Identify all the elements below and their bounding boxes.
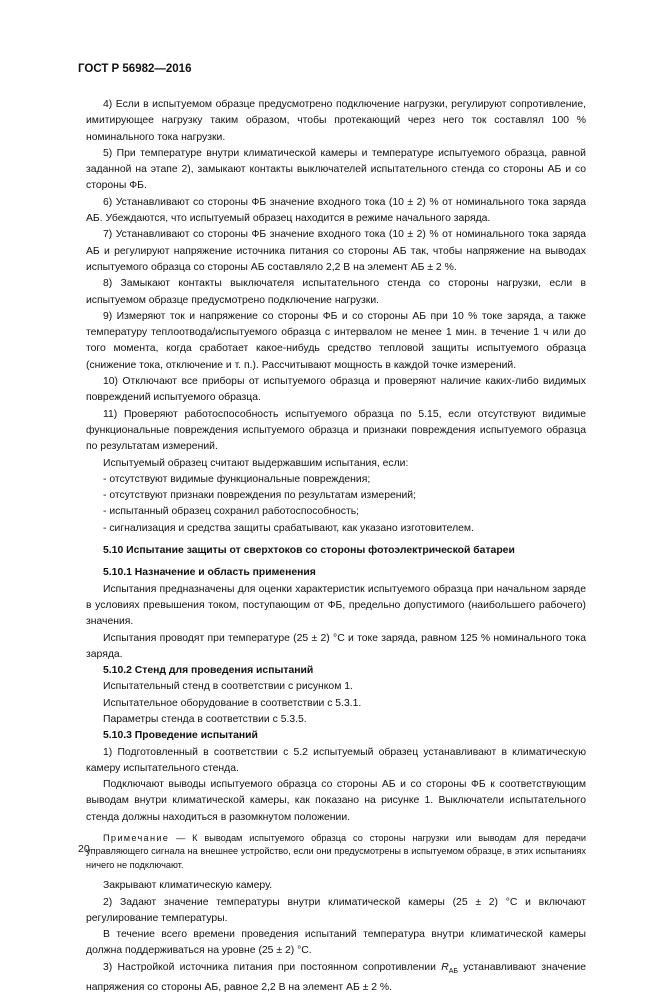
procedure-step-1: 1) Подготовленный в соответствии с 5.2 испытуемый образец устанавливают в климатическую камеру испытательного стенда. [86, 746, 586, 774]
criteria-item: - отсутствуют видимые функциональные повреждения; [103, 473, 371, 485]
temperature-maintenance-paragraph: В течение всего времени проведения испытаний температура внутри климатической камеры должна поддерживаться на уровне (25 ± 2) °С. [86, 929, 586, 957]
note-text: — К выводам испытуемого образца со стороны нагрузки или выводам для передачи управляющего сигнала на внешнее устройство, если они предусмотрены в испытуемом образце, в этих испытаниях ничего не подключают. [86, 833, 586, 870]
document-header: ГОСТ Р 56982—2016 [78, 63, 192, 75]
equipment-paragraph: Испытательное оборудование в соответствии с 5.3.1. [103, 697, 362, 709]
step-4-paragraph: 4) Если в испытуемом образце предусмотрено подключение нагрузки, регулируют сопротивление, имитирующее нагрузку таким образом, чтобы протекающий через него ток составлял 100 % номинального тока нагрузки. [86, 99, 586, 143]
conditions-paragraph: Испытания проводят при температуре (25 ± 2) °С и токе заряда, равном 125 % номинального тока заряда. [86, 632, 586, 660]
step-8-paragraph: 8) Замыкают контакты выключателя испытательного стенда со стороны нагрузки, если в испытуемом образце предусмотрено подключение нагрузки. [86, 278, 586, 306]
step-5-paragraph: 5) При температуре внутри климатической камеры и температуре испытуемого образца, равной заданной на этапе 2), замыкают контакты выключателей испытательного стенда со стороны АБ и со стороны ФБ. [86, 147, 586, 192]
step-3-text-end: устанавливают значение напряжения со стороны АБ, равное 2,2 В на элемент АБ ± 2 %. [86, 961, 586, 994]
step-9-paragraph: 9) Измеряют ток и напряжение со стороны ФБ и со стороны АБ при 10 % токе заряда, а также температуру теплоотвода/испытуемого образца с интервалом не менее 1 мин. в течение 1 ч или до того момента, когда сработает какое-нибудь средство тепловой защиты испытуемого образца (снижение тока, отключение и т. п.). Рассчитывают мощность в каждой точке измерений. [86, 310, 586, 371]
criteria-item: - отсутствуют признаки повреждения по результатам измерений; [103, 490, 416, 502]
step-6-paragraph: 6) Устанавливают со стороны ФБ значение входного тока (10 ± 2) % от номинального тока заряда АБ. Убеждаются, что испытуемый образец находится в режиме начального заряда. [86, 196, 586, 225]
section-5-10-title: 5.10 Испытание защиты от сверхтоков со стороны фотоэлектрической батареи [103, 545, 515, 557]
subsection-5-10-3-title: 5.10.3 Проведение испытаний [103, 730, 258, 742]
procedure-step-3 [86, 960, 586, 996]
subsection-5-10-1-title: 5.10.1 Назначение и область применения [103, 567, 316, 579]
resistance-subscript: АБ [448, 967, 458, 975]
subsection-5-10-2-title: 5.10.2 Стенд для проведения испытаний [103, 665, 314, 677]
step-3-text-start: 3) Настройкой источника питания при постоянном сопротивлении [103, 961, 442, 973]
step-11-paragraph: 11) Проверяют работоспособность испытуемого образца по 5.15, если отсутствуют видимые функциональные повреждения испытуемого образца и признаки повреждения испытуемого образца по результатам измерений. [86, 408, 586, 453]
criteria-item: - сигнализация и средства защиты срабатывают, как указано изготовителем. [103, 522, 474, 534]
note-paragraph [86, 832, 586, 872]
purpose-paragraph: Испытания предназначены для оценки характеристик испытуемого образца при начальном заряде в условиях превышения током, поступающим от ФБ, предельно допустимого (наибольшего рабочего) значения. [86, 583, 586, 628]
pass-criteria-intro: Испытуемый образец считают выдержавшим испытания, если: [103, 457, 409, 469]
parameters-paragraph: Параметры стенда в соответствии с 5.3.5. [103, 713, 307, 725]
procedure-step-2: 2) Задают значение температуры внутри климатической камеры (25 ± 2) °С и включают регулирование температуры. [86, 896, 586, 924]
step-10-paragraph: 10) Отключают все приборы от испытуемого образца и проверяют наличие каких-либо видимых повреждений испытуемого образца. [86, 376, 586, 404]
note-label: Примечание [103, 833, 170, 844]
connect-terminals-paragraph: Подключают выводы испытуемого образца со стороны АБ и со стороны ФБ к соответствующим выводам внутри климатической камеры, как показано на рисунке 1. Выключатели испытательного стенда должны находиться в разомкнутом положении. [86, 779, 586, 823]
page-number: 20 [78, 843, 90, 855]
stand-paragraph: Испытательный стенд в соответствии с рисунком 1. [103, 681, 353, 693]
resistance-symbol: R [441, 961, 449, 973]
step-7-paragraph: 7) Устанавливают со стороны ФБ значение входного тока (10 ± 2) % от номинального тока заряда АБ и регулируют напряжение источника питания со стороны АБ так, чтобы напряжение на выводах испытуемого образца со стороны АБ составляло 2,2 В на элемент АБ ± 2 %. [86, 229, 586, 273]
criteria-item: - испытанный образец сохранил работоспособность; [103, 506, 360, 518]
close-chamber-paragraph: Закрывают климатическую камеру. [103, 880, 273, 892]
page-body [86, 97, 586, 996]
